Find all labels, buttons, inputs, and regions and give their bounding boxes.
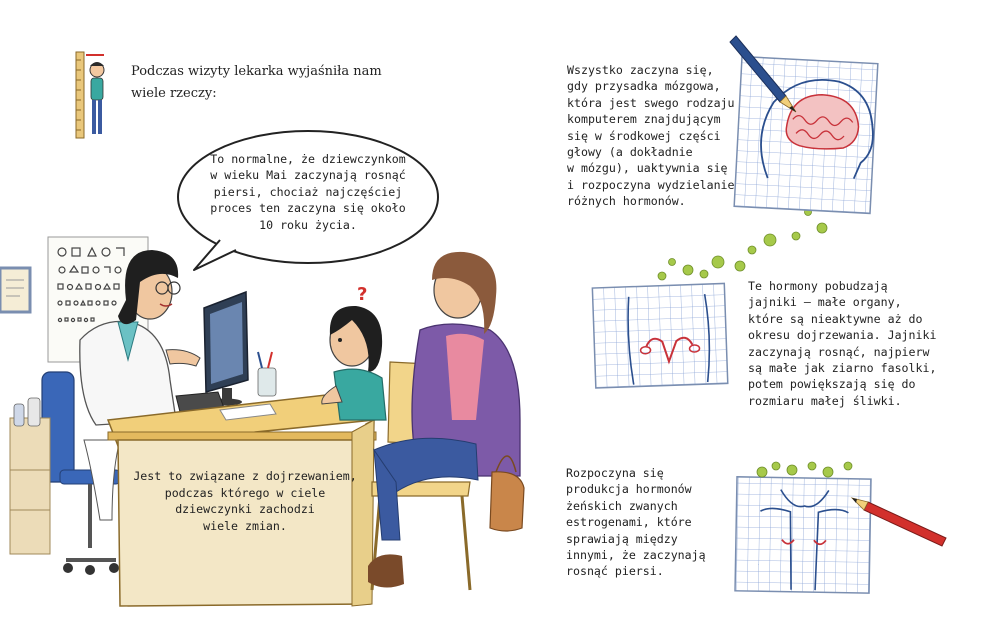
side-note-line: okresu dojrzewania. Jajniki bbox=[748, 328, 937, 343]
side-note-line: różnych hormonów. bbox=[567, 194, 686, 209]
side-note-line: które są nieaktywne aż do bbox=[748, 311, 923, 326]
side-note-line: żeńskich zwanych bbox=[566, 498, 678, 513]
intro-line: Podczas wizyty lekarka wyjaśniła nam bbox=[131, 64, 382, 79]
side-note-line: sprawiają między bbox=[566, 531, 678, 546]
desk-note-text bbox=[126, 468, 364, 534]
desk-note-line: dziewczynki zachodzi bbox=[175, 502, 315, 517]
intro-text bbox=[131, 63, 382, 102]
side-note-line: w mózgu), uaktywnia się bbox=[567, 161, 728, 176]
side-note-line: rozmiaru małej śliwki. bbox=[748, 393, 902, 408]
side-note-line: estrogenami, które bbox=[566, 515, 692, 530]
side-note-line: głowy (a dokładnie bbox=[567, 145, 693, 160]
speech-bubble-text bbox=[198, 151, 418, 233]
grid-panel-brain bbox=[734, 57, 878, 214]
bubble-line: 10 roku życia. bbox=[259, 217, 357, 232]
wall-certificate bbox=[0, 268, 30, 312]
side-note-line: są małe jak ziarno fasolki, bbox=[748, 361, 937, 376]
side-note-line: rosnąć piersi. bbox=[566, 564, 664, 579]
bubble-line: proces ten zaczyna się około bbox=[210, 201, 406, 216]
side-note-line: produkcja hormonów bbox=[566, 482, 692, 497]
intro-line: wiele rzeczy: bbox=[131, 86, 217, 101]
desk-note-line: Jest to związane z dojrzewaniem, bbox=[133, 469, 357, 483]
grid-panel-chest bbox=[735, 462, 871, 593]
side-note-line: Rozpoczyna się bbox=[566, 466, 664, 480]
side-note-line: zaczynają rosnąć, najpierw bbox=[748, 344, 930, 359]
height-chart-icon bbox=[76, 52, 104, 138]
bubble-line: w wieku Mai zaczynają rosnąć bbox=[210, 168, 406, 183]
side-note-line: i rozpoczyna wydzielanie bbox=[567, 177, 735, 192]
side-note-line: potem powiększają się do bbox=[748, 377, 916, 392]
side-note-line: komputerem znajdującym bbox=[567, 112, 721, 127]
side-note-line: innymi, że zaczynają bbox=[566, 548, 706, 563]
grid-panel-ovaries bbox=[592, 283, 727, 388]
side-note-line: się w środkowej części bbox=[567, 128, 721, 143]
bubble-line: To normalne, że dziewczynkom bbox=[210, 152, 406, 166]
side-note-line: która jest swego rodzaju bbox=[567, 95, 735, 110]
side-note-estrogen bbox=[566, 465, 706, 580]
desk-note-line: podczas którego w ciele bbox=[164, 485, 326, 500]
girl-figure bbox=[322, 306, 386, 420]
side-note-line: Wszystko zaczyna się, bbox=[567, 63, 714, 77]
side-note-ovaries bbox=[748, 278, 936, 409]
medical-cabinet bbox=[10, 398, 50, 554]
bubble-line: piersi, chociaż najczęściej bbox=[213, 184, 403, 199]
girl-question-mark: ? bbox=[357, 284, 368, 305]
desk-note-line: wiele zmian. bbox=[203, 518, 287, 533]
side-note-line: Te hormony pobudzają bbox=[748, 279, 888, 293]
side-note-line: jajniki – małe organy, bbox=[748, 295, 902, 310]
side-note-line: gdy przysadka mózgowa, bbox=[567, 79, 721, 94]
side-note-pituitary bbox=[567, 62, 735, 210]
